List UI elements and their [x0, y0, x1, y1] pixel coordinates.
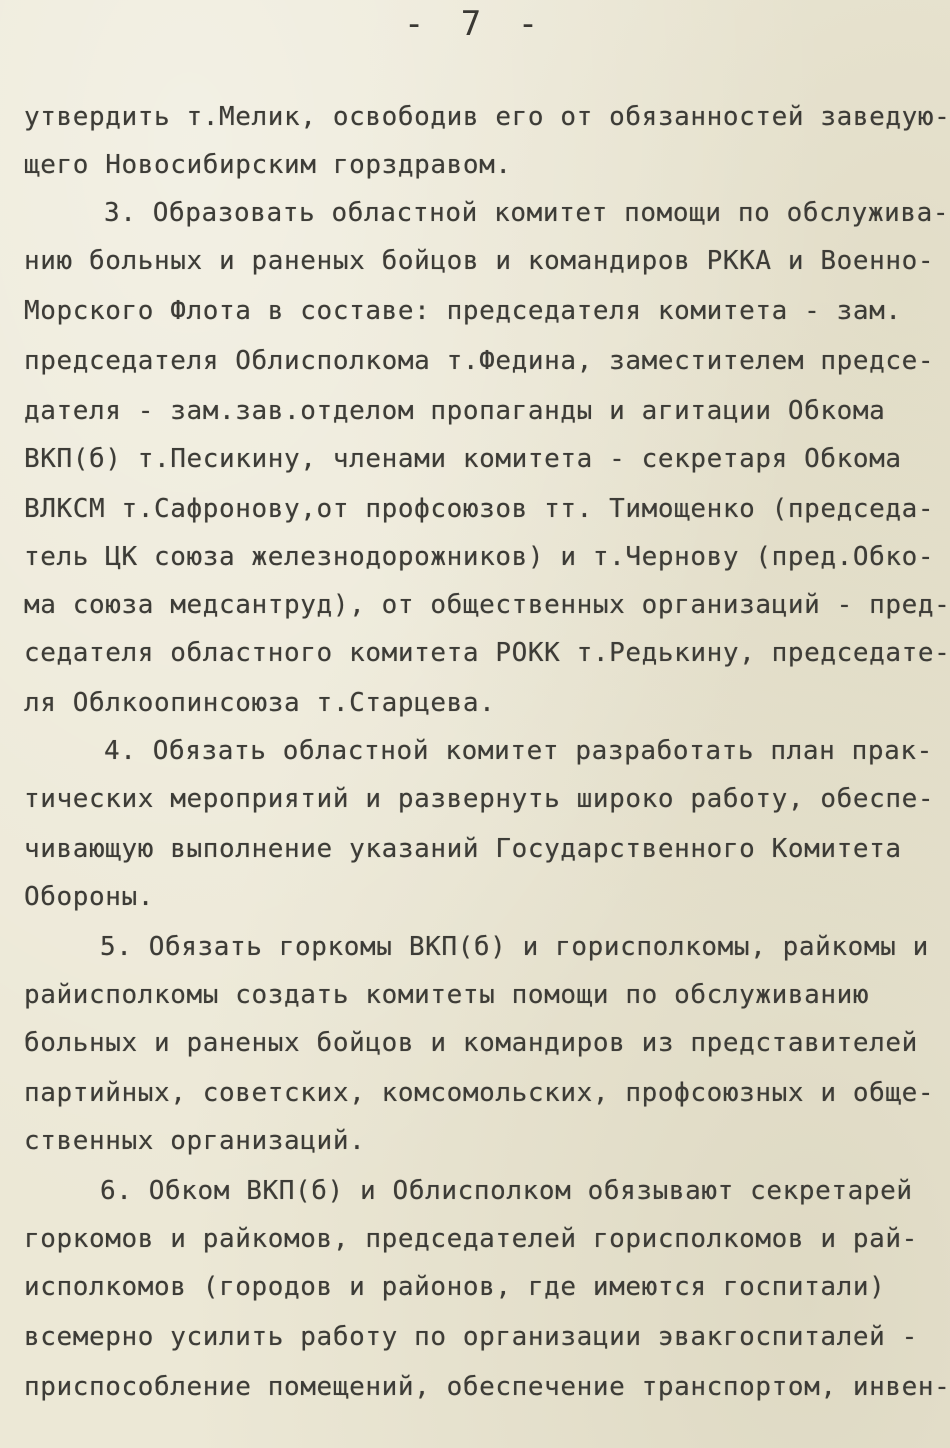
- text-line: больных и раненых бойцов и командиров из представителей: [24, 1028, 918, 1058]
- text-line: тических мероприятий и развернуть широко работу, обеспе-: [24, 784, 935, 814]
- text-line: исполкомов (городов и районов, где имеются госпитали): [24, 1272, 886, 1302]
- text-line: председателя Облисполкома т.Федина, заместителем предсе-: [24, 346, 935, 376]
- text-line: всемерно усилить работу по организации эвакгоспиталей -: [24, 1322, 918, 1352]
- text-line: чивающую выполнение указаний Государственного Комитета: [24, 834, 902, 864]
- text-line: 4. Обязать областной комитет разработать план прак-: [104, 736, 933, 766]
- text-line: райисполкомы создать комитеты помощи по обслуживанию: [24, 980, 870, 1010]
- text-line: нию больных и раненых бойцов и командиров РККА и Военно-: [24, 246, 935, 276]
- text-line: 3. Образовать областной комитет помощи по обслужива-: [104, 198, 950, 228]
- text-line: ля Облкоопинсоюза т.Старцева.: [24, 688, 496, 718]
- text-line: горкомов и райкомов, председателей горисполкомов и рай-: [24, 1224, 918, 1254]
- text-line: тель ЦК союза железнодорожников) и т.Чернову (пред.Обко-: [24, 542, 935, 572]
- text-line: Обороны.: [24, 882, 155, 912]
- text-line: ВКП(б) т.Песикину, членами комитета - секретаря Обкома: [24, 444, 902, 474]
- text-line: седателя областного комитета РОКК т.Редькину, председате-: [24, 638, 950, 668]
- text-line: Морского Флота в составе: председателя комитета - зам.: [24, 296, 902, 326]
- page-number: - 7 -: [403, 4, 547, 44]
- text-line: щего Новосибирским горздравом.: [24, 150, 512, 180]
- text-line: 5. Обязать горкомы ВКП(б) и горисполкомы, райкомы и: [100, 932, 929, 962]
- text-line: утвердить т.Мелик, освободив его от обязанностей заведую-: [24, 102, 950, 132]
- text-line: дателя - зам.зав.отделом пропаганды и агитации Обкома: [24, 396, 886, 426]
- text-line: партийных, советских, комсомольских, профсоюзных и обще-: [24, 1078, 935, 1108]
- text-line: ма союза медсантруд), от общественных организаций - пред-: [24, 590, 950, 620]
- text-line: ВЛКСМ т.Сафронову,от профсоюзов тт. Тимощенко (председа-: [24, 494, 935, 524]
- text-line: приспособление помещений, обеспечение транспортом, инвен-: [24, 1372, 950, 1402]
- text-line: 6. Обком ВКП(б) и Облисполком обязывают секретарей: [100, 1176, 913, 1206]
- text-line: ственных организаций.: [24, 1126, 366, 1156]
